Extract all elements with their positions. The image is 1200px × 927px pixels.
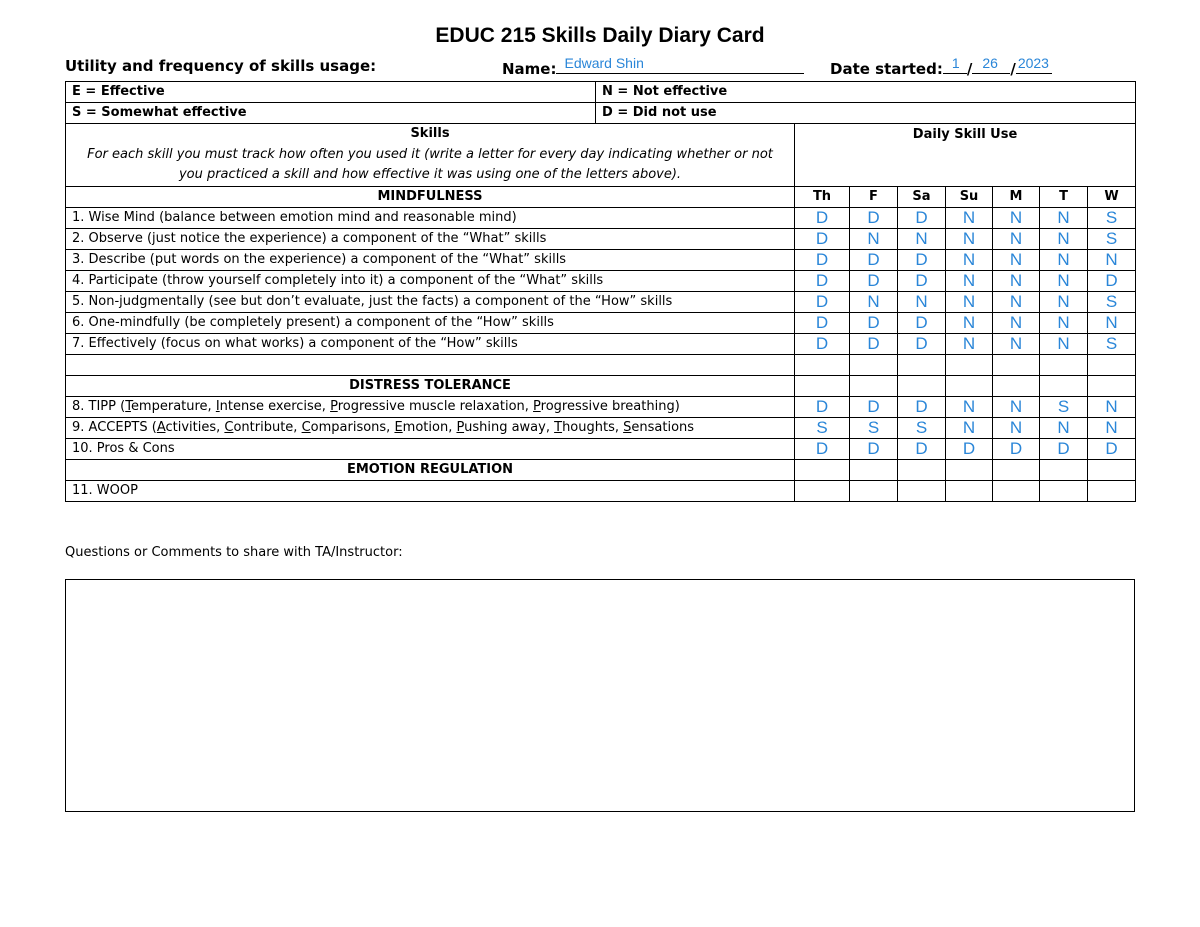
day-header-f: F xyxy=(850,186,898,207)
date-year-line xyxy=(1016,57,1052,74)
skill-mark-w[interactable]: D xyxy=(1088,438,1136,459)
skill-mark-sa[interactable]: N xyxy=(898,228,946,249)
skill-mark-th[interactable]: D xyxy=(795,270,850,291)
skill-label: 11. WOOP xyxy=(66,480,795,501)
section-emotion-regulation-row xyxy=(66,459,1136,480)
skill-mark-sa[interactable]: D xyxy=(898,249,946,270)
skill-row xyxy=(66,291,1136,312)
skill-row xyxy=(66,438,1136,459)
day-header-th: Th xyxy=(795,186,850,207)
empty-cell xyxy=(1040,375,1088,396)
skill-mark-f[interactable]: N xyxy=(850,228,898,249)
skill-label xyxy=(66,417,795,438)
page-title: EDUC 215 Skills Daily Diary Card xyxy=(435,24,765,47)
skills-instruction-line2: you practiced a skill and how effective it was using one of the letters above). xyxy=(178,167,682,182)
skill-mark-t[interactable]: N xyxy=(1040,270,1088,291)
skill-mark-su[interactable]: N xyxy=(946,312,993,333)
skill-mark-w[interactable]: S xyxy=(1088,207,1136,228)
legend-effective: E = Effective xyxy=(66,82,596,103)
skill-mark-f[interactable]: D xyxy=(850,270,898,291)
skill-mark-t[interactable]: D xyxy=(1040,438,1088,459)
date-separator: / xyxy=(966,60,973,78)
skill-label-part: ontribute, xyxy=(233,419,302,435)
legend-somewhat-effective: S = Somewhat effective xyxy=(66,103,596,124)
skill-mark-w[interactable]: S xyxy=(1088,333,1136,354)
skill-row xyxy=(66,417,1136,438)
skill-row xyxy=(66,480,1136,501)
skill-label: 10. Pros & Cons xyxy=(66,438,795,459)
name-field[interactable] xyxy=(502,57,804,78)
skill-row xyxy=(66,207,1136,228)
skill-label-part: rogressive muscle relaxation, xyxy=(337,398,534,414)
skill-mark-w[interactable]: N xyxy=(1088,417,1136,438)
empty-cell xyxy=(946,459,993,480)
skill-label-part: 8. TIPP ( xyxy=(72,398,126,414)
date-day-line xyxy=(972,57,1010,74)
section-distress-tolerance-row xyxy=(66,375,1136,396)
day-header-su: Su xyxy=(946,186,993,207)
skill-mark-t[interactable]: N xyxy=(1040,312,1088,333)
date-label: Date started: xyxy=(830,60,943,78)
skill-label-part: A xyxy=(156,419,166,435)
skill-mark-w[interactable]: N xyxy=(1088,249,1136,270)
empty-cell xyxy=(1088,459,1136,480)
skill-label-part: motion, xyxy=(402,419,457,435)
skill-label-part: rogressive breathing) xyxy=(540,398,680,414)
skill-label-part: T xyxy=(554,419,563,435)
skill-mark-su[interactable]: N xyxy=(946,396,993,417)
skill-mark-th[interactable]: D xyxy=(795,291,850,312)
skill-mark-su[interactable]: N xyxy=(946,249,993,270)
empty-cell xyxy=(993,459,1040,480)
empty-cell xyxy=(795,354,850,375)
mindfulness-header-row xyxy=(66,186,1136,207)
skill-mark-t[interactable]: N xyxy=(1040,333,1088,354)
skill-label-part: omparisons, xyxy=(310,419,395,435)
skill-mark-su[interactable]: N xyxy=(946,291,993,312)
skill-mark-th[interactable]: D xyxy=(795,396,850,417)
day-header-t: T xyxy=(1040,186,1088,207)
section-distress-tolerance: DISTRESS TOLERANCE xyxy=(66,375,795,396)
diary-card-table xyxy=(65,81,1136,502)
skill-mark-th[interactable]: D xyxy=(795,333,850,354)
skill-mark-f[interactable] xyxy=(850,480,898,501)
skill-mark-m[interactable] xyxy=(993,480,1040,501)
skill-mark-m[interactable]: N xyxy=(993,249,1040,270)
skill-row xyxy=(66,228,1136,249)
skill-label-part: P xyxy=(330,398,338,414)
skill-mark-f[interactable]: D xyxy=(850,396,898,417)
skill-mark-f[interactable]: D xyxy=(850,249,898,270)
skill-label-part: P xyxy=(533,398,541,414)
skill-mark-su[interactable]: N xyxy=(946,207,993,228)
skill-label xyxy=(66,396,795,417)
skills-title: Skills xyxy=(410,126,450,141)
date-separator: / xyxy=(1010,60,1016,78)
skill-row xyxy=(66,396,1136,417)
date-month: 1 xyxy=(951,55,960,71)
skill-mark-sa[interactable] xyxy=(898,480,946,501)
skill-mark-m[interactable]: N xyxy=(993,228,1040,249)
skill-mark-sa[interactable]: D xyxy=(898,333,946,354)
skill-mark-su[interactable]: N xyxy=(946,270,993,291)
skill-mark-m[interactable]: N xyxy=(993,417,1040,438)
skills-instruction-line1: For each skill you must track how often you used it (write a letter for every day indicating whether or not xyxy=(87,146,773,162)
skill-mark-f[interactable]: D xyxy=(850,312,898,333)
skill-mark-m[interactable]: N xyxy=(993,291,1040,312)
skill-mark-m[interactable]: N xyxy=(993,312,1040,333)
empty-cell xyxy=(66,354,795,375)
legend-row xyxy=(66,82,1136,103)
skill-mark-sa[interactable]: D xyxy=(898,396,946,417)
skill-mark-t[interactable] xyxy=(1040,480,1088,501)
empty-cell xyxy=(898,375,946,396)
skill-mark-f[interactable]: D xyxy=(850,438,898,459)
skill-label: 6. One-mindfully (be completely present) a component of the “How” skills xyxy=(66,312,795,333)
skill-mark-th[interactable]: D xyxy=(795,438,850,459)
daily-skill-use-header: Daily Skill Use xyxy=(795,124,1136,187)
skill-label-part: ensations xyxy=(631,419,695,435)
skill-mark-th[interactable]: D xyxy=(795,312,850,333)
skill-label-part: ushing away, xyxy=(464,419,555,435)
skill-mark-m[interactable]: N xyxy=(993,333,1040,354)
skill-mark-th[interactable]: D xyxy=(795,228,850,249)
comments-box[interactable] xyxy=(65,579,1135,812)
skill-mark-sa[interactable]: D xyxy=(898,438,946,459)
skill-mark-f[interactable]: N xyxy=(850,291,898,312)
name-line xyxy=(556,57,804,74)
empty-cell xyxy=(795,375,850,396)
empty-cell xyxy=(946,354,993,375)
skill-label-part: ctivities, xyxy=(165,419,225,435)
skill-label-part: 9. ACCEPTS ( xyxy=(72,419,157,435)
legend-did-not-use: D = Did not use xyxy=(596,103,1136,124)
legend-row xyxy=(66,103,1136,124)
skill-row xyxy=(66,333,1136,354)
skill-mark-w[interactable]: D xyxy=(1088,270,1136,291)
empty-cell xyxy=(946,375,993,396)
empty-cell xyxy=(795,459,850,480)
skill-label-part: P xyxy=(456,419,465,435)
skill-label-part: emperature, xyxy=(130,398,216,414)
name-label: Name: xyxy=(502,60,557,78)
skill-row xyxy=(66,270,1136,291)
skill-mark-w[interactable]: S xyxy=(1088,228,1136,249)
spacer-row xyxy=(66,354,1136,375)
skill-row xyxy=(66,312,1136,333)
skills-header xyxy=(66,124,795,187)
empty-cell xyxy=(1088,375,1136,396)
empty-cell xyxy=(898,459,946,480)
empty-cell xyxy=(993,354,1040,375)
skill-mark-th[interactable]: D xyxy=(795,207,850,228)
questions-label: Questions or Comments to share with TA/Instructor: xyxy=(65,545,403,560)
skill-label-part: T xyxy=(125,398,131,414)
empty-cell xyxy=(993,375,1040,396)
skill-mark-t[interactable]: N xyxy=(1040,249,1088,270)
skill-label: 5. Non-judgmentally (see but don’t evaluate, just the facts) a component of the “How” skills xyxy=(66,291,795,312)
skill-mark-su[interactable] xyxy=(946,480,993,501)
empty-cell xyxy=(850,459,898,480)
skill-mark-sa[interactable]: D xyxy=(898,312,946,333)
skill-label-part: E xyxy=(394,419,403,435)
skill-mark-sa[interactable]: N xyxy=(898,291,946,312)
skill-mark-w[interactable]: N xyxy=(1088,312,1136,333)
skill-label-part: C xyxy=(301,419,311,435)
skill-mark-sa[interactable]: D xyxy=(898,207,946,228)
skill-mark-sa[interactable]: D xyxy=(898,270,946,291)
utility-label: Utility and frequency of skills usage: xyxy=(65,57,377,75)
skill-mark-f[interactable]: D xyxy=(850,207,898,228)
skill-mark-w[interactable]: S xyxy=(1088,291,1136,312)
skill-label: 1. Wise Mind (balance between emotion mind and reasonable mind) xyxy=(66,207,795,228)
skill-mark-f[interactable]: D xyxy=(850,333,898,354)
empty-cell xyxy=(850,375,898,396)
skill-mark-su[interactable]: N xyxy=(946,417,993,438)
legend-not-effective: N = Not effective xyxy=(596,82,1136,103)
skill-mark-t[interactable]: N xyxy=(1040,228,1088,249)
date-day: 26 xyxy=(982,55,998,71)
skill-mark-m[interactable]: D xyxy=(993,438,1040,459)
skill-mark-w[interactable]: N xyxy=(1088,396,1136,417)
skill-mark-th[interactable]: D xyxy=(795,249,850,270)
skill-mark-t[interactable]: N xyxy=(1040,417,1088,438)
skill-label-part: houghts, xyxy=(562,419,624,435)
day-header-sa: Sa xyxy=(898,186,946,207)
skill-mark-m[interactable]: N xyxy=(993,396,1040,417)
skill-label: 2. Observe (just notice the experience) a component of the “What” skills xyxy=(66,228,795,249)
day-header-m: M xyxy=(993,186,1040,207)
name-value: Edward Shin xyxy=(564,55,644,71)
date-month-line xyxy=(943,57,967,74)
skill-mark-su[interactable]: N xyxy=(946,228,993,249)
skill-mark-w[interactable] xyxy=(1088,480,1136,501)
skill-mark-f[interactable]: S xyxy=(850,417,898,438)
skill-label-part: S xyxy=(623,419,632,435)
skill-label-part: C xyxy=(224,419,234,435)
skill-mark-t[interactable]: N xyxy=(1040,207,1088,228)
empty-cell xyxy=(850,354,898,375)
empty-cell xyxy=(898,354,946,375)
empty-cell xyxy=(1040,459,1088,480)
skill-mark-th[interactable] xyxy=(795,480,850,501)
skill-mark-sa[interactable]: S xyxy=(898,417,946,438)
day-header-w: W xyxy=(1088,186,1136,207)
skill-label-part: ntense exercise, xyxy=(219,398,331,414)
section-mindfulness: MINDFULNESS xyxy=(66,186,795,207)
skill-label: 3. Describe (put words on the experience) a component of the “What” skills xyxy=(66,249,795,270)
skill-mark-m[interactable]: N xyxy=(993,207,1040,228)
skills-header-row xyxy=(66,124,1136,187)
skill-mark-m[interactable]: N xyxy=(993,270,1040,291)
date-year: 2023 xyxy=(1017,55,1049,71)
section-emotion-regulation: EMOTION REGULATION xyxy=(66,459,795,480)
skill-label: 4. Participate (throw yourself completely into it) a component of the “What” skills xyxy=(66,270,795,291)
skill-mark-su[interactable]: D xyxy=(946,438,993,459)
skill-mark-t[interactable]: N xyxy=(1040,291,1088,312)
skill-mark-t[interactable]: S xyxy=(1040,396,1088,417)
skill-mark-su[interactable]: N xyxy=(946,333,993,354)
skill-label: 7. Effectively (focus on what works) a component of the “How” skills xyxy=(66,333,795,354)
skill-label-part: I xyxy=(215,398,220,414)
skill-mark-th[interactable]: S xyxy=(795,417,850,438)
skill-row xyxy=(66,249,1136,270)
date-field[interactable] xyxy=(830,57,1052,78)
empty-cell xyxy=(1088,354,1136,375)
empty-cell xyxy=(1040,354,1088,375)
